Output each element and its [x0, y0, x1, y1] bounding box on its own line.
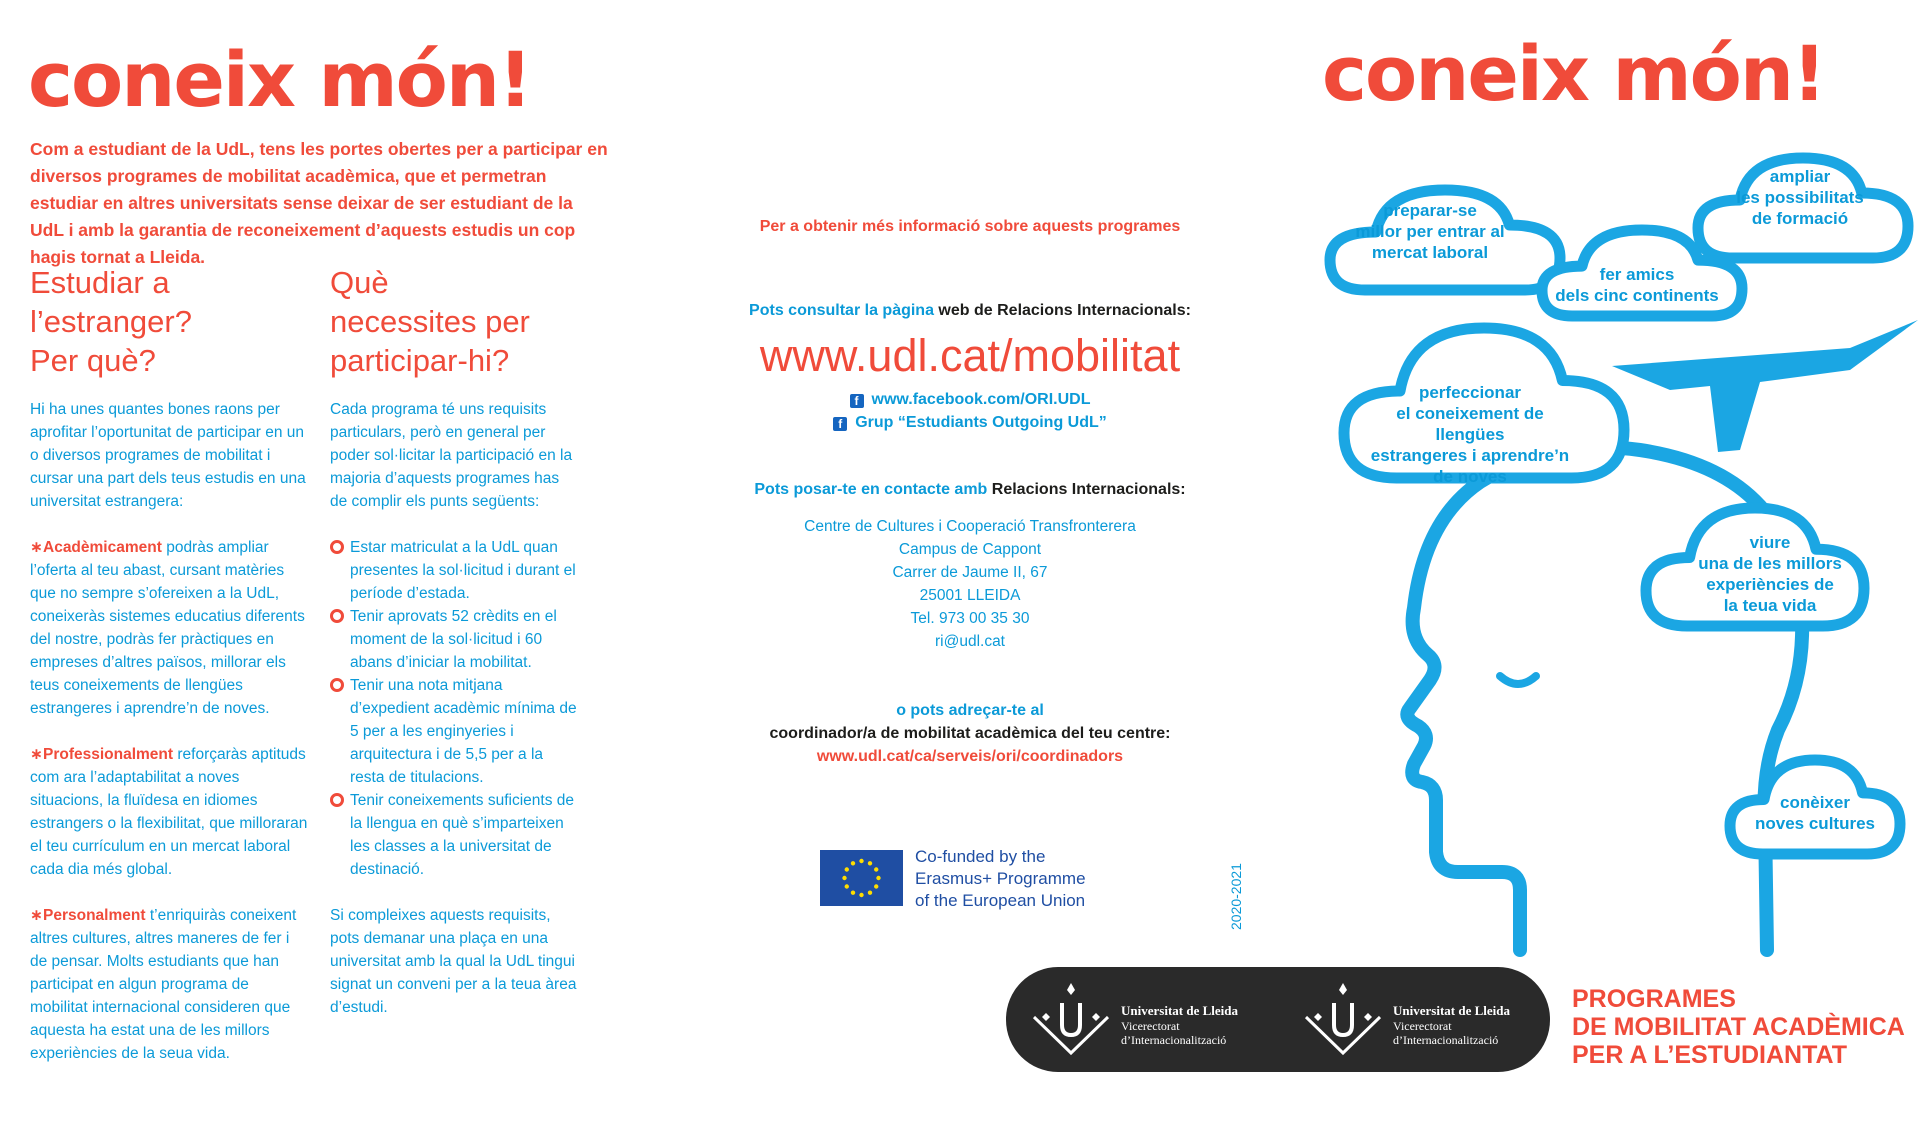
eu-star-icon [851, 891, 855, 895]
circle-bullet-icon [330, 609, 344, 623]
reason-professional: ∗Professionalment reforçaràs aptituds com ara l’adaptabilitat a noves situacions, la fluïdesa en idiomes estrangers o la flexibilitat, que milloraran el teu currículum en un mercat laboral cada dia més global. [30, 746, 308, 878]
logos-bar [1006, 967, 1550, 1072]
circle-bullet-icon [330, 678, 344, 692]
list-item: Estar matriculat a la UdL quan presentes la sol·licitud i durant el període d’estada. [330, 536, 580, 605]
list-item: Tenir coneixements suficients de la llengua en què s’imparteixen les classes a la universitat de destinació. [330, 789, 580, 881]
facebook-group-link[interactable]: f Grup “Estudiants Outgoing UdL” [700, 411, 1240, 434]
email-link[interactable]: ri@udl.cat [934, 633, 1005, 650]
requirements-intro: Cada programa té uns requisits particulars, però en general per poder sol·licitar la participació en la majoria d’aquests programes has de complir els punts següents: [330, 401, 573, 510]
facebook-links [700, 388, 1240, 434]
facebook-icon: f [833, 417, 847, 431]
cloud-text-coneixer: conèixer noves cultures [1755, 793, 1875, 833]
udl-logo: Universitat de Lleida Vicerectorat d’Internacionalització [1298, 981, 1388, 1066]
eu-flag-icon [820, 850, 903, 906]
star-icon: ∗ [30, 907, 43, 924]
page-title: coneix món! [28, 35, 531, 124]
circle-bullet-icon [330, 540, 344, 554]
address-block: Centre de Cultures i Cooperació Transfronterera Campus de Cappont Carrer de Jaume II, 67 25001 LLEIDA Tel. 973 00 35 30 ri@udl.cat [700, 515, 1240, 653]
intro-paragraph: Com a estudiant de la UdL, tens les portes obertes per a participar en diversos programes de mobilitat acadèmica, que et permetran estudiar en altres universitats sense deixar de ser estudiant de la UdL i amb la garantia de reconeixement d’aquests estudis un cop hagis tornat a Lleida. [30, 139, 608, 267]
udl-emblem-icon [1298, 981, 1388, 1061]
eu-star-icon [859, 859, 863, 863]
cloud-text-preparar: preparar-se millor per entrar al mercat laboral [1355, 201, 1505, 262]
udl-emblem-icon [1026, 981, 1116, 1061]
requirements-list [330, 536, 580, 881]
eu-star-icon [859, 893, 863, 897]
list-item: Tenir aprovats 52 crèdits en el moment de la sol·licitud i 60 abans d’iniciar la mobilitat. [330, 605, 580, 674]
eu-star-icon [868, 861, 872, 865]
eu-star-icon [842, 876, 846, 880]
eu-star-icon [876, 876, 880, 880]
eu-cofunded-text: Co-funded by the Erasmus+ Programme of the European Union [915, 847, 1086, 910]
year-label: 2020-2021 [1228, 863, 1244, 930]
cloud-text-perfeccionar: perfeccionar el coneixement de llengües estrangeres i aprendre’n de noves [1370, 383, 1570, 486]
cloud-text-ampliar: ampliar les possibilitats de formació [1736, 167, 1864, 228]
programes-title: PROGRAMES DE MOBILITAT ACADÈMICA PER A L’ESTUDIANTAT [1572, 985, 1905, 1069]
cover-title: coneix món! [1322, 29, 1825, 118]
eu-star-icon [845, 884, 849, 888]
facebook-page-link[interactable]: f www.facebook.com/ORI.UDL [700, 388, 1240, 411]
eu-star-icon [845, 867, 849, 871]
star-icon: ∗ [30, 746, 43, 763]
cloud-text-amics: fer amics dels cinc continents [1555, 265, 1719, 305]
list-item: Tenir una nota mitjana d’expedient acadèmic mínima de 5 per a les enginyeries i arquitectura i de 5,5 per a la resta de titulacions. [330, 674, 580, 789]
contact-line: Pots posar-te en contacte amb Relacions Internacionals: [754, 481, 1186, 498]
reason-academic: ∗Acadèmicament podràs ampliar l’oferta al teu abast, cursant matèries que no sempre s’ofereixen a la UdL, coneixeràs sistemes educatius diferents del nostre, podràs fer pràctiques en empreses d’altres països, millorar els teus coneixements de llengües estrangeres i aprendre’n de noves. [30, 539, 305, 717]
eu-star-icon [868, 891, 872, 895]
cloud-text-viure: viure una de les millors experiències de la teua vida [1698, 533, 1842, 615]
more-info-line: Per a obtenir més informació sobre aquests programes [759, 218, 1181, 235]
requirements-outro: Si compleixes aquests requisits, pots demanar una plaça en una universitat amb la qual la UdL tingui signat un conveni per a la teua àrea d’estudi. [330, 907, 577, 1016]
mobilitat-link[interactable]: www.udl.cat/mobilitat [759, 330, 1181, 381]
star-icon: ∗ [30, 539, 43, 556]
circle-bullet-icon [330, 793, 344, 807]
udl-logo: Universitat de Lleida Vicerectorat d’Internacionalització [1026, 981, 1116, 1066]
eu-star-icon [874, 867, 878, 871]
column-requirements [330, 263, 580, 1019]
coordinator-link[interactable]: www.udl.cat/ca/serveis/ori/coordinadors [816, 748, 1124, 765]
facebook-icon: f [850, 394, 864, 408]
eu-star-icon [851, 861, 855, 865]
why-heading: Estudiar a l’estranger? Per què? [30, 265, 192, 378]
requirements-heading: Què necessites per participar-hi? [330, 265, 530, 378]
eu-star-icon [874, 884, 878, 888]
column-why [30, 263, 310, 1065]
why-intro: Hi ha unes quantes bones raons per aprofitar l’oportunitat de participar en un o diversos programes de mobilitat i cursar una part dels teus estudis en una universitat estrangera: [30, 401, 306, 510]
reason-personal: ∗Personalment t’enriquiràs coneixent altres cultures, altres maneres de fer i de pensar. Molts estudiants que han participat en algun programa de mobilitat internacional consideren que aquesta ha estat una de les millors experiències de la seua vida. [30, 907, 297, 1062]
coordinator-block: o pots adreçar-te al coordinador/a de mobilitat acadèmica del teu centre: www.udl.cat/ca/serveis/ori/coordinadors [700, 699, 1240, 768]
consult-line: Pots consultar la pàgina web de Relacions Internacionals: [749, 302, 1191, 319]
